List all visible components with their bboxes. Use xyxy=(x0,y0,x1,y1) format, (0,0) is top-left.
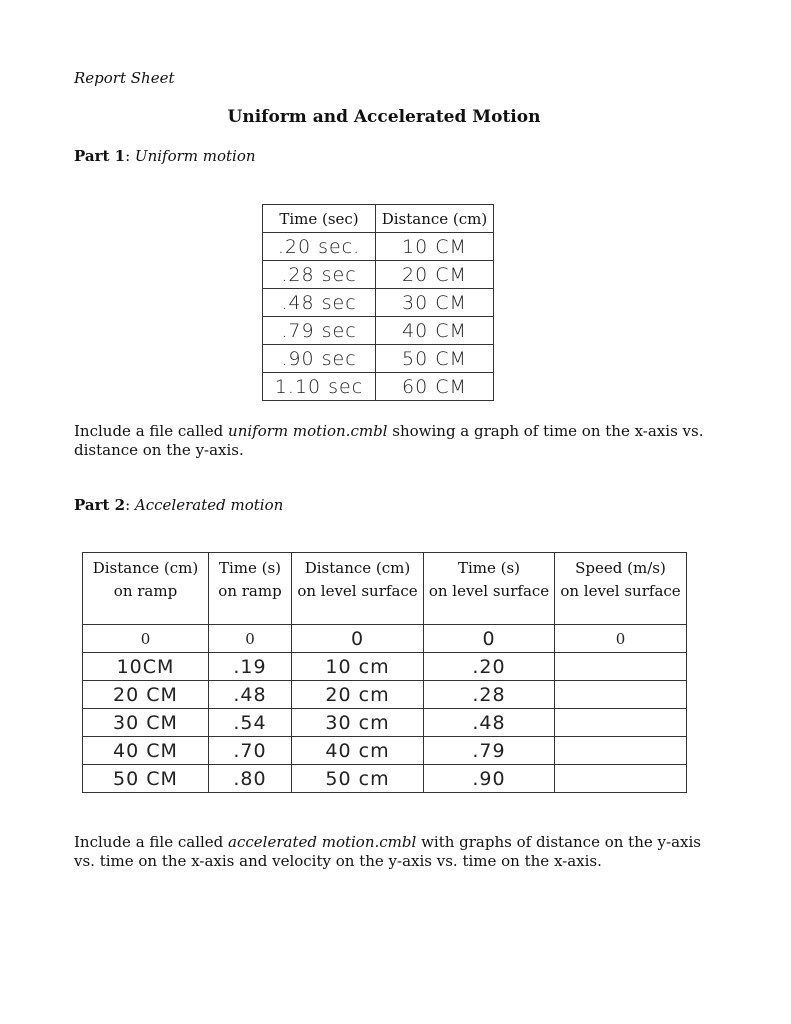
time-ramp-cell: .48 xyxy=(209,681,292,709)
distance-ramp-cell: 0 xyxy=(83,625,209,653)
instruction-text: with graphs of distance on the y-axis vs. time on the x-axis and velocity on the y-axis vs. time on the x-axis. xyxy=(74,833,701,870)
distance-level-cell: 0 xyxy=(292,625,424,653)
filename-uniform: uniform motion.cmbl xyxy=(228,422,388,440)
part1-label: Part 1 xyxy=(74,147,126,165)
filename-accelerated: accelerated motion.cmbl xyxy=(228,833,417,851)
time-ramp-cell: .80 xyxy=(209,765,292,793)
distance-cell: 30 CM xyxy=(376,289,494,317)
table-row xyxy=(263,289,494,317)
part1-instruction xyxy=(74,422,714,460)
distance-cell: 60 CM xyxy=(376,373,494,401)
speed-level-cell xyxy=(555,737,687,765)
time-level-cell: .79 xyxy=(424,737,555,765)
table-header-row xyxy=(83,553,687,625)
distance-ramp-cell: 50 CM xyxy=(83,765,209,793)
time-level-cell: .48 xyxy=(424,709,555,737)
time-cell: .90 sec xyxy=(263,345,376,373)
table-row xyxy=(83,737,687,765)
column-header-time-ramp: Time (s) on ramp xyxy=(209,553,292,625)
time-ramp-cell: 0 xyxy=(209,625,292,653)
speed-level-cell xyxy=(555,709,687,737)
table-row xyxy=(263,345,494,373)
accelerated-motion-table xyxy=(82,552,687,793)
part2-heading: Part 2: Accelerated motion xyxy=(74,496,284,514)
instruction-text: Include a file called xyxy=(74,422,229,440)
speed-level-cell xyxy=(555,653,687,681)
column-header-time-level: Time (s) on level surface xyxy=(424,553,555,625)
table-row xyxy=(263,233,494,261)
table-row xyxy=(83,681,687,709)
time-level-cell: 0 xyxy=(424,625,555,653)
part1-subtitle: Uniform motion xyxy=(134,147,256,165)
distance-level-cell: 10 cm xyxy=(292,653,424,681)
page-title: Uniform and Accelerated Motion xyxy=(227,107,541,127)
distance-ramp-cell: 40 CM xyxy=(83,737,209,765)
speed-level-cell xyxy=(555,765,687,793)
distance-level-cell: 40 cm xyxy=(292,737,424,765)
distance-ramp-cell: 10CM xyxy=(83,653,209,681)
speed-level-cell: 0 xyxy=(555,625,687,653)
distance-level-cell: 30 cm xyxy=(292,709,424,737)
table-row xyxy=(263,261,494,289)
speed-level-cell xyxy=(555,681,687,709)
instruction-text: Include a file called xyxy=(74,833,229,851)
part2-subtitle: Accelerated motion xyxy=(134,496,284,514)
time-level-cell: .20 xyxy=(424,653,555,681)
time-cell: .28 sec xyxy=(263,261,376,289)
distance-ramp-cell: 30 CM xyxy=(83,709,209,737)
part2-instruction xyxy=(74,833,714,871)
distance-cell: 40 CM xyxy=(376,317,494,345)
column-header-distance-ramp: Distance (cm) on ramp xyxy=(83,553,209,625)
distance-ramp-cell: 20 CM xyxy=(83,681,209,709)
time-cell: .79 sec xyxy=(263,317,376,345)
table-row xyxy=(83,765,687,793)
time-cell: .20 sec. xyxy=(263,233,376,261)
time-level-cell: .28 xyxy=(424,681,555,709)
table-row xyxy=(83,653,687,681)
table-row xyxy=(263,373,494,401)
column-header-time: Time (sec) xyxy=(263,205,376,233)
distance-cell: 10 CM xyxy=(376,233,494,261)
table-header-row xyxy=(263,205,494,233)
instruction-text: showing a graph of time on the x-axis vs. distance on the y-axis. xyxy=(74,422,704,459)
time-ramp-cell: .19 xyxy=(209,653,292,681)
time-level-cell: .90 xyxy=(424,765,555,793)
distance-level-cell: 20 cm xyxy=(292,681,424,709)
distance-cell: 20 CM xyxy=(376,261,494,289)
column-header-speed-level: Speed (m/s) on level surface xyxy=(555,553,687,625)
column-header-distance: Distance (cm) xyxy=(376,205,494,233)
part1-heading: Part 1: Uniform motion xyxy=(74,147,256,165)
uniform-motion-table xyxy=(262,204,494,401)
part2-label: Part 2 xyxy=(74,496,126,514)
time-cell: .48 sec xyxy=(263,289,376,317)
report-sheet-label: Report Sheet xyxy=(74,69,175,87)
distance-level-cell: 50 cm xyxy=(292,765,424,793)
time-ramp-cell: .70 xyxy=(209,737,292,765)
table-row xyxy=(263,317,494,345)
table-row xyxy=(83,625,687,653)
time-cell: 1.10 sec xyxy=(263,373,376,401)
time-ramp-cell: .54 xyxy=(209,709,292,737)
table-row xyxy=(83,709,687,737)
column-header-distance-level: Distance (cm) on level surface xyxy=(292,553,424,625)
distance-cell: 50 CM xyxy=(376,345,494,373)
